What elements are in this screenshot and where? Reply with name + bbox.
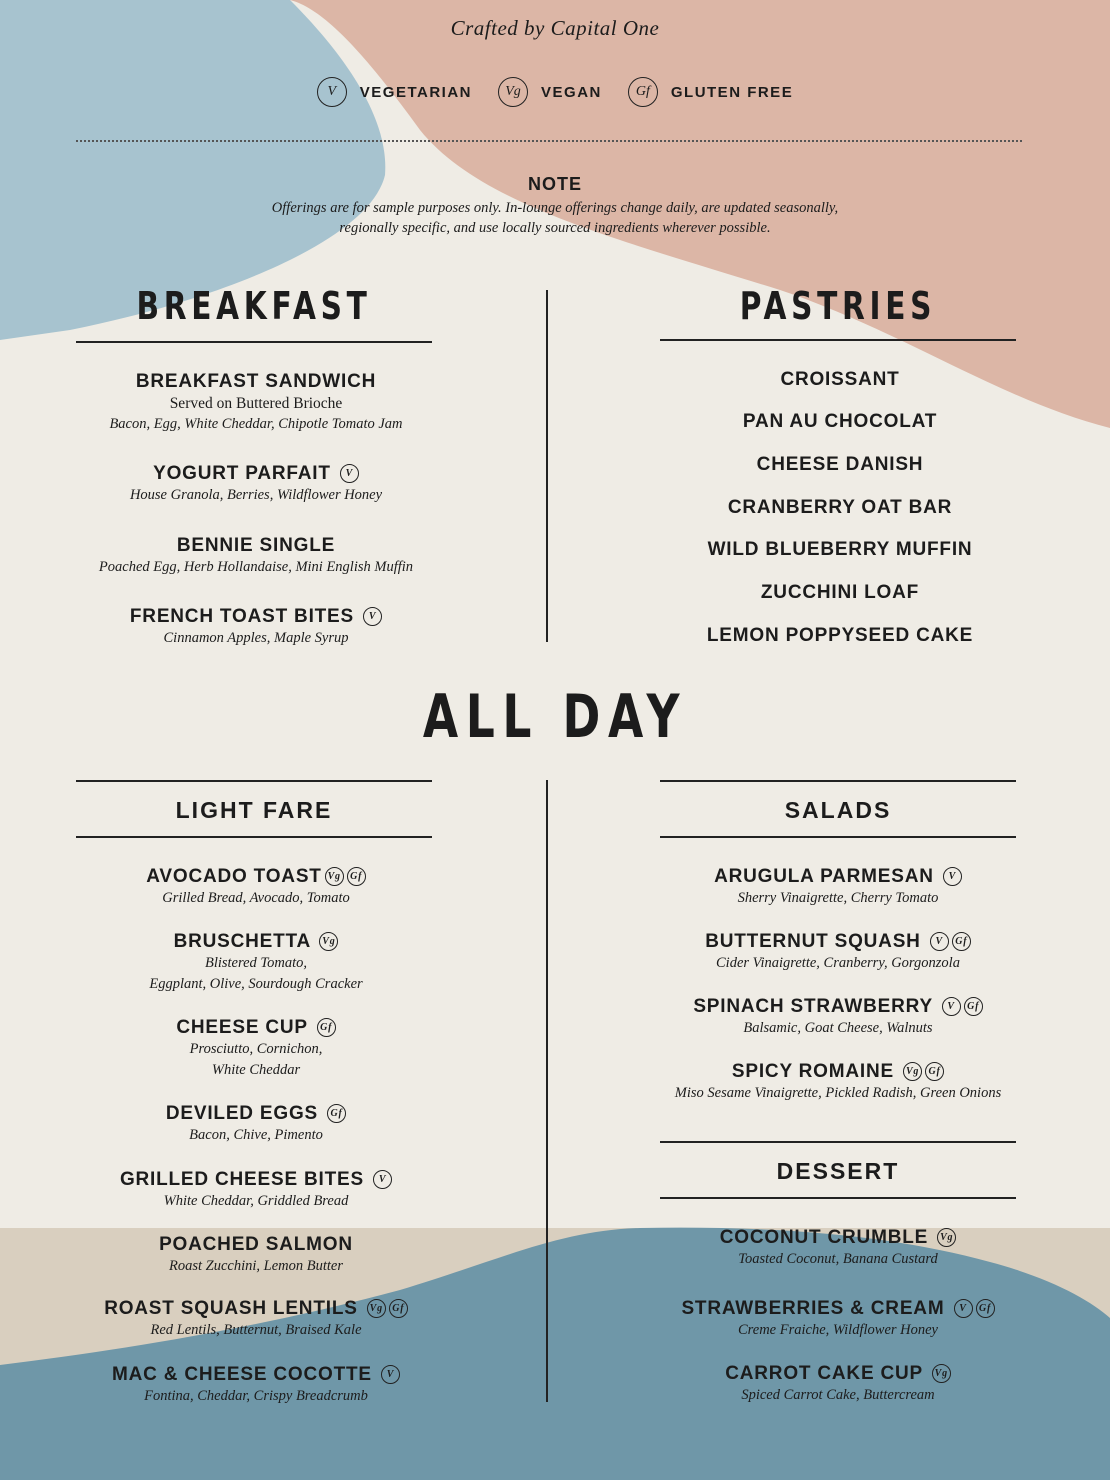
pastry-item: CHEESE DANISH (756, 454, 924, 475)
legend-label: VEGETARIAN (359, 83, 473, 101)
all-day-heading: ALL DAY (422, 682, 688, 752)
item-description: Creme Fraiche, Wildflower Honey (737, 1322, 938, 1338)
pastries-heading: PASTRIES (739, 284, 937, 328)
gluten-free-icon: Gf (964, 997, 983, 1016)
menu-item (618, 1297, 1058, 1341)
menu-item (56, 1233, 456, 1277)
gluten-free-icon: Gf (925, 1062, 944, 1081)
item-name: COCONUT CRUMBLE (719, 1227, 929, 1248)
note-title: NOTE (527, 174, 582, 194)
item-name: ROAST SQUASH LENTILS (104, 1298, 358, 1319)
item-name: SPICY ROMAINE (731, 1061, 894, 1082)
vegan-icon: Vg (903, 1062, 922, 1081)
dessert-heading: DESSERT (776, 1158, 900, 1184)
item-description: Bacon, Chive, Pimento (189, 1127, 323, 1143)
legend-label: VEGAN (541, 83, 602, 101)
note-line: regionally specific, and use locally sourced ingredients wherever possible. (339, 220, 771, 236)
item-name: STRAWBERRIES & CREAM (681, 1298, 945, 1319)
item-name: BENNIE SINGLE (176, 535, 336, 556)
menu-item (56, 1363, 456, 1407)
legend-vegan (498, 77, 602, 107)
item-description: Toasted Coconut, Banana Custard (738, 1251, 938, 1267)
vegetarian-icon: V (930, 932, 949, 951)
vegan-icon: Vg (937, 1228, 956, 1247)
vegetarian-icon: V (340, 464, 359, 483)
item-name: BRUSCHETTA (173, 931, 311, 952)
pastry-item: CROISSANT (780, 369, 900, 390)
item-name: GRILLED CHEESE BITES (119, 1169, 364, 1190)
item-name: POACHED SALMON (159, 1234, 353, 1255)
item-description: Spiced Carrot Cake, Buttercream (741, 1387, 935, 1403)
item-description: Cider Vinaigrette, Cranberry, Gorgonzola (716, 955, 960, 971)
item-description: Cinnamon Apples, Maple Syrup (163, 630, 349, 646)
menu-item (618, 1226, 1058, 1270)
item-subtitle: Served on Buttered Brioche (169, 395, 343, 412)
vegan-icon: Vg (367, 1299, 386, 1318)
breakfast-heading: BREAKFAST (136, 284, 372, 328)
menu-item (56, 1016, 456, 1081)
vegan-icon: Vg (319, 932, 338, 951)
vegan-icon: Vg (932, 1364, 951, 1383)
menu-item (56, 865, 456, 909)
item-name: MAC & CHEESE COCOTTE (112, 1364, 372, 1385)
vegetarian-icon: V (317, 77, 347, 107)
item-description: Poached Egg, Herb Hollandaise, Mini English Muffin (98, 559, 414, 575)
vegetarian-icon: V (373, 1170, 392, 1189)
dessert-list (618, 0, 1058, 1480)
item-name: SPINACH STRAWBERRY (693, 996, 933, 1017)
vegetarian-icon: V (363, 607, 382, 626)
item-description: Balsamic, Goat Cheese, Walnuts (743, 1020, 933, 1036)
item-description: Bacon, Egg, White Cheddar, Chipotle Tomato Jam (109, 416, 403, 432)
gluten-free-icon: Gf (628, 77, 658, 107)
item-name: DEVILED EGGS (165, 1103, 319, 1124)
item-description: Sherry Vinaigrette, Cherry Tomato (737, 890, 939, 906)
gluten-free-icon: Gf (389, 1299, 408, 1318)
item-description: Prosciutto, Cornichon, (189, 1041, 323, 1057)
item-description: Grilled Bread, Avocado, Tomato (162, 890, 350, 906)
menu-item (56, 1102, 456, 1146)
item-description: Blistered Tomato, (204, 955, 308, 971)
menu-item (56, 1297, 456, 1341)
item-description: Roast Zucchini, Lemon Butter (169, 1258, 343, 1274)
legend-label: GLUTEN FREE (670, 83, 794, 101)
item-name: CARROT CAKE CUP (725, 1363, 923, 1384)
light-fare-heading: LIGHT FARE (175, 797, 333, 823)
item-description: Fontina, Cheddar, Crispy Breadcrumb (144, 1388, 368, 1404)
item-name: BUTTERNUT SQUASH (705, 931, 921, 952)
gluten-free-icon: Gf (976, 1299, 995, 1318)
salads-heading: SALADS (784, 797, 892, 823)
vegetarian-icon: V (954, 1299, 973, 1318)
pastry-item: CRANBERRY OAT BAR (727, 497, 953, 518)
column-divider (546, 290, 548, 642)
item-description: Eggplant, Olive, Sourdough Cracker (149, 976, 363, 992)
vegan-icon: Vg (498, 77, 528, 107)
pastry-item: ZUCCHINI LOAF (760, 582, 920, 603)
pastry-item: LEMON POPPYSEED CAKE (706, 625, 974, 646)
item-name: FRENCH TOAST BITES (129, 606, 355, 627)
item-name: ARUGULA PARMESAN (714, 866, 934, 887)
item-name: AVOCADO TOAST (146, 866, 322, 887)
gluten-free-icon: Gf (347, 867, 366, 886)
menu-item (56, 1168, 456, 1212)
gluten-free-icon: Gf (952, 932, 971, 951)
vegan-icon: Vg (325, 867, 344, 886)
gluten-free-icon: Gf (327, 1104, 346, 1123)
item-name: YOGURT PARFAIT (153, 463, 331, 484)
note-line: Offerings are for sample purposes only. In-lounge offerings change daily, are updated seasonally, (271, 200, 839, 216)
light-fare-list (56, 0, 456, 1480)
vegetarian-icon: V (942, 997, 961, 1016)
column-divider (546, 780, 548, 1402)
item-name: CHEESE CUP (176, 1017, 308, 1038)
crafted-by: Crafted by Capital One (450, 16, 660, 40)
vegetarian-icon: V (381, 1365, 400, 1384)
pastry-item: PAN AU CHOCOLAT (742, 411, 938, 432)
item-description: Miso Sesame Vinaigrette, Pickled Radish, Green Onions (674, 1085, 1002, 1101)
item-name: BREAKFAST SANDWICH (135, 371, 377, 392)
item-description: Red Lentils, Butternut, Braised Kale (150, 1322, 362, 1338)
pastry-item: WILD BLUEBERRY MUFFIN (707, 539, 973, 560)
vegetarian-icon: V (943, 867, 962, 886)
item-description: House Granola, Berries, Wildflower Honey (129, 487, 383, 503)
menu-item (618, 1362, 1058, 1406)
gluten-free-icon: Gf (317, 1018, 336, 1037)
item-description: White Cheddar, Griddled Bread (163, 1193, 349, 1209)
item-description: White Cheddar (211, 1062, 301, 1078)
menu-item (56, 930, 456, 995)
